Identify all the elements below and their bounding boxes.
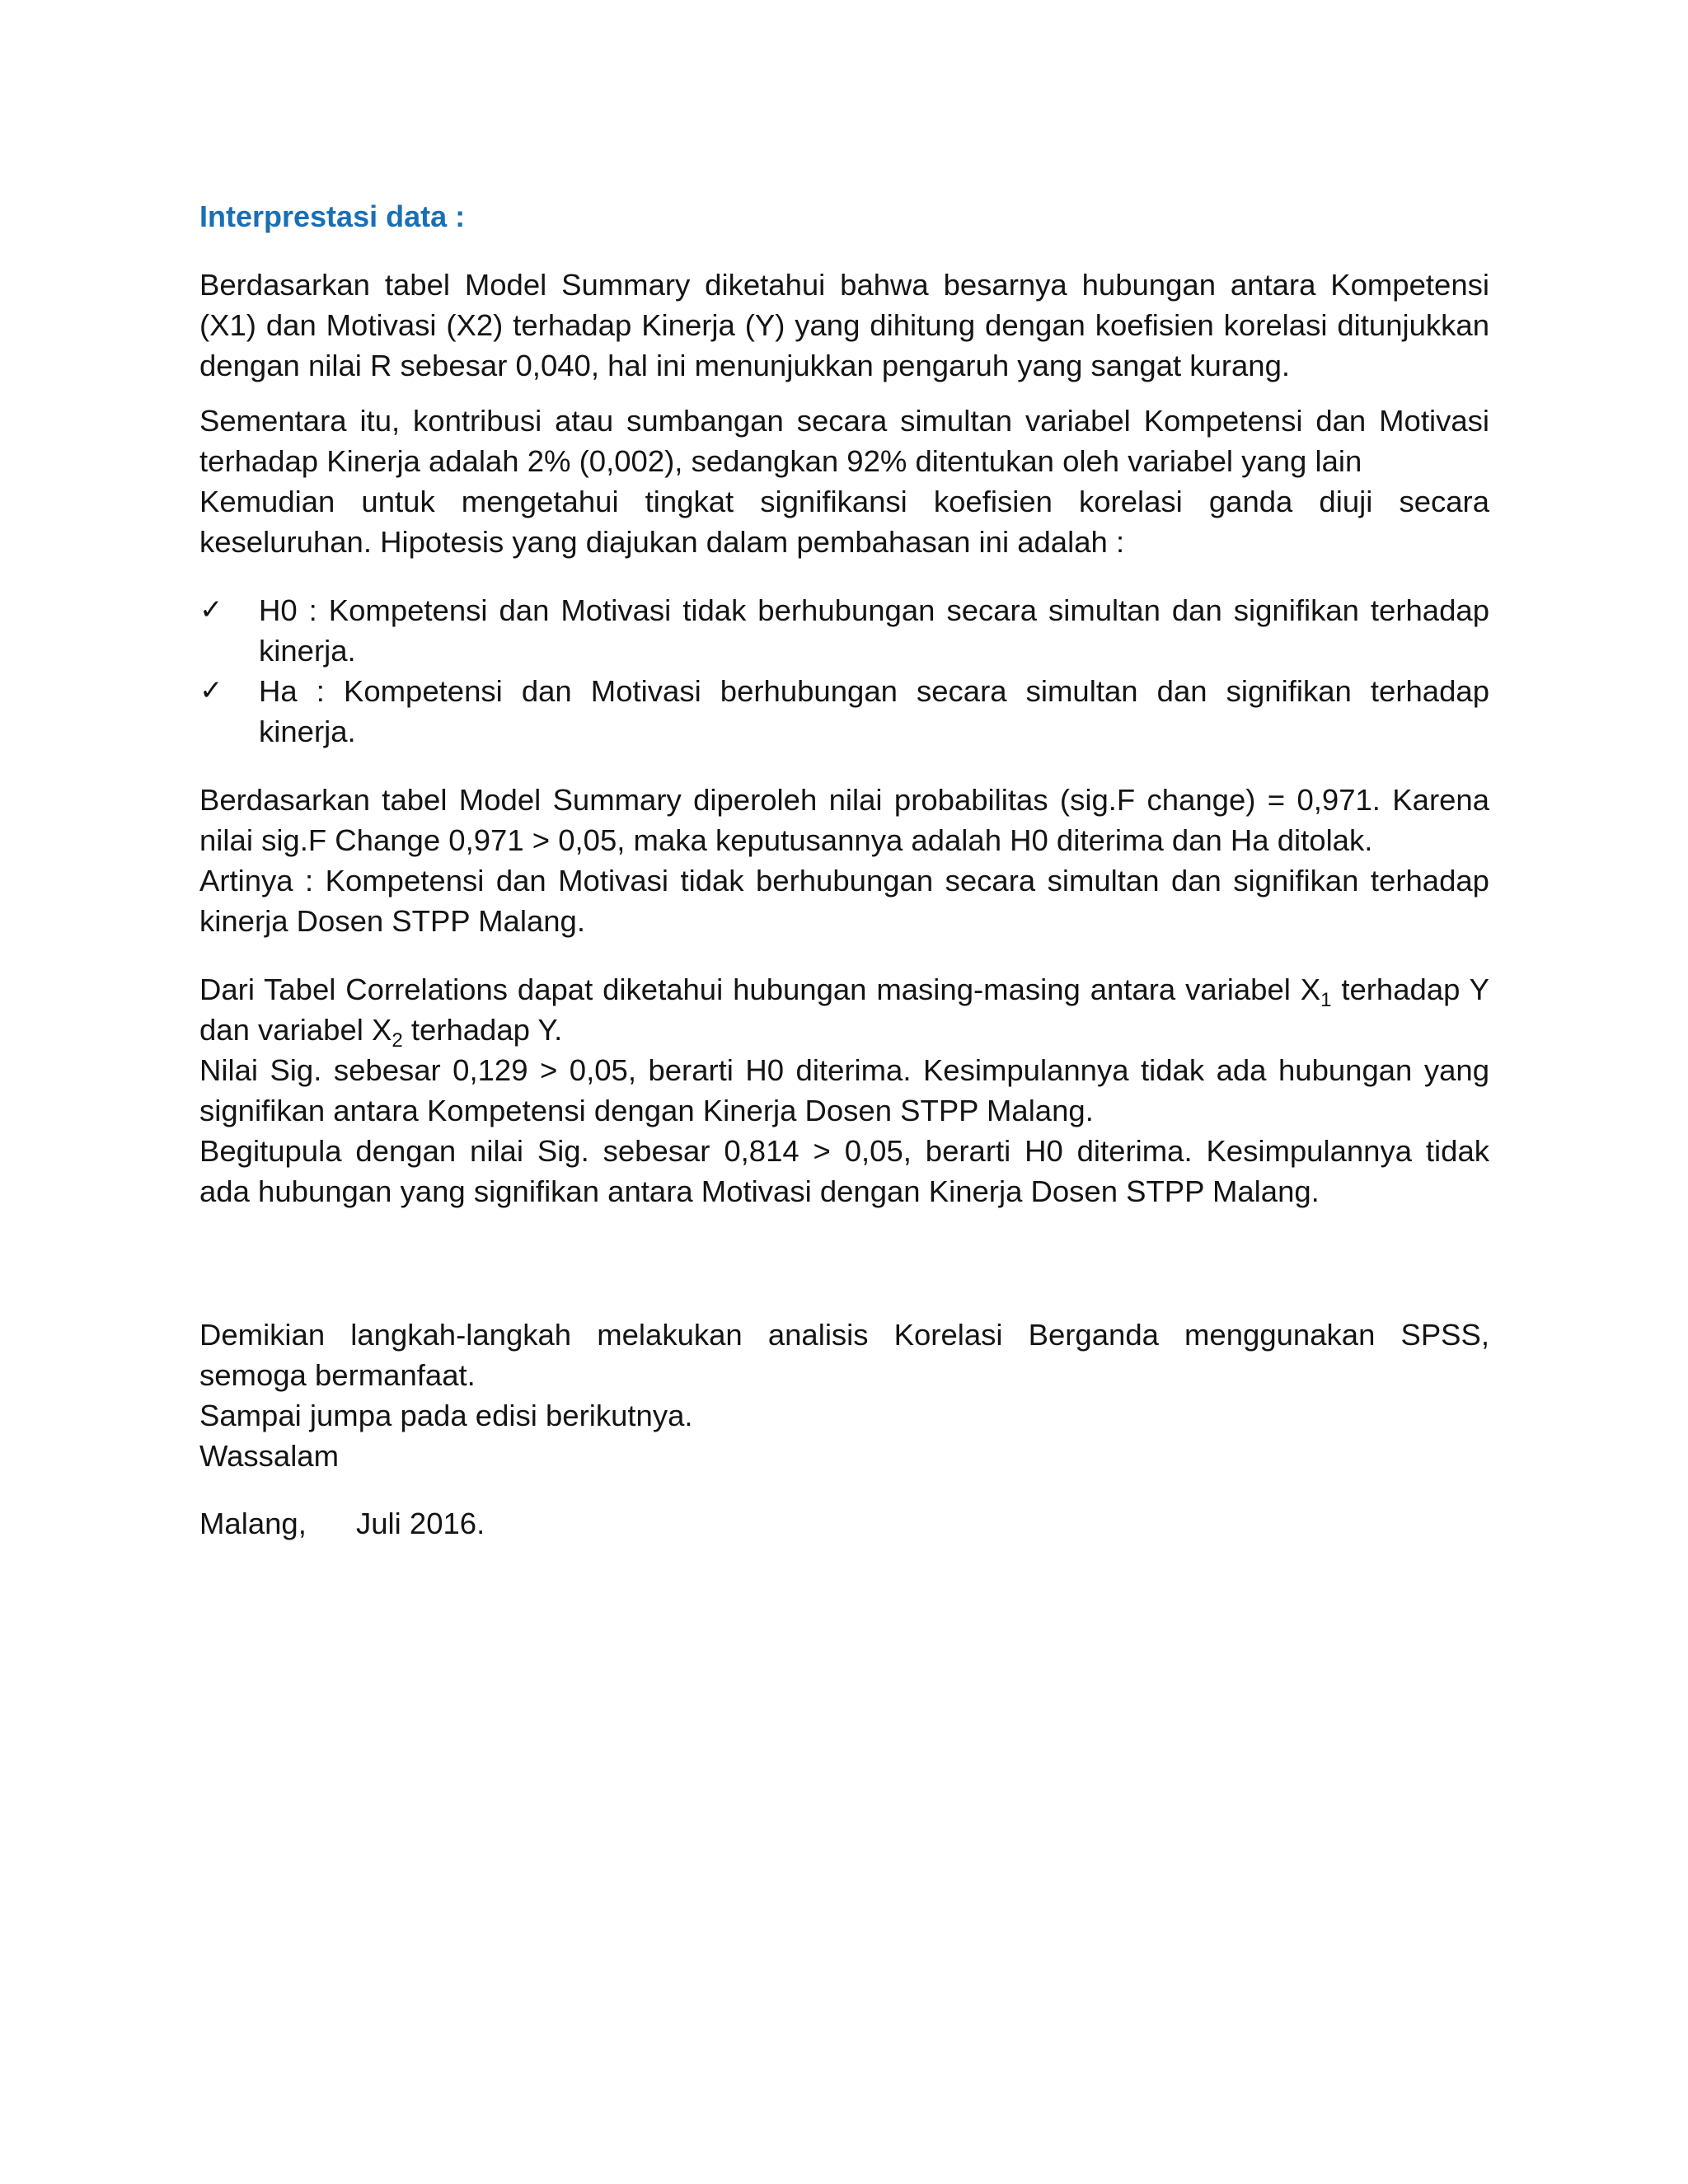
document-page: [199, 196, 1489, 1544]
subscript: 2: [392, 1029, 403, 1052]
hypothesis-item-h0: [199, 590, 1489, 671]
text-line: Berdasarkan tabel Model Summary diperoleh nilai probabilitas (sig.F change) = 0,971. Karena: [199, 783, 1489, 817]
text-fragment: terhadap Y: [1331, 972, 1489, 1006]
text-line: H0 : Kompetensi dan Motivasi tidak berhubungan secara simultan dan signifikan terhadap: [259, 593, 1489, 627]
paragraph-correlations: [199, 969, 1489, 1212]
text-line: [199, 969, 1489, 1010]
text-line: kinerja Dosen STPP Malang.: [199, 904, 585, 938]
text-line: Ha : Kompetensi dan Motivasi berhubungan secara simultan dan signifikan terhadap: [259, 674, 1489, 708]
text-line: kinerja.: [259, 634, 356, 668]
text-fragment: dan variabel X: [199, 1013, 392, 1047]
subscript: 1: [1320, 989, 1332, 1011]
text-line: terhadap Kinerja adalah 2% (0,002), sedangkan 92% ditentukan oleh variabel yang lain: [199, 444, 1362, 478]
text-line: Berdasarkan tabel Model Summary diketahui bahwa besarnya hubungan antara Kompetensi: [199, 268, 1489, 302]
paragraph-closing: [199, 1315, 1489, 1476]
text-line: semoga bermanfaat.: [199, 1358, 476, 1392]
text-line: kinerja.: [259, 715, 356, 748]
text-line: Nilai Sig. sebesar 0,129 > 0,05, berarti H0 diterima. Kesimpulannya tidak ada hubungan yang: [199, 1053, 1489, 1087]
text-line: signifikan antara Kompetensi dengan Kinerja Dosen STPP Malang.: [199, 1094, 1094, 1127]
text-line: Sementara itu, kontribusi atau sumbangan secara simultan variabel Kompetensi dan Motivasi: [199, 404, 1489, 438]
check-icon: ✓: [199, 674, 223, 707]
check-icon: ✓: [199, 593, 223, 626]
text-line: Begitupula dengan nilai Sig. sebesar 0,814 > 0,05, berarti H0 diterima. Kesimpulannya tidak: [199, 1134, 1489, 1168]
text-fragment: Dari Tabel Correlations dapat diketahui hubungan masing-masing antara variabel X: [199, 972, 1321, 1006]
date-city: Malang,: [199, 1507, 307, 1540]
section-heading: Interprestasi data :: [199, 199, 466, 233]
hypothesis-item-ha: [199, 671, 1489, 752]
text-line: [199, 1010, 1489, 1050]
date-line: [199, 1503, 1489, 1544]
paragraph-model-summary-r: [199, 265, 1489, 386]
text-line: keseluruhan. Hipotesis yang diajukan dalam pembahasan ini adalah :: [199, 525, 1125, 559]
text-fragment: terhadap Y.: [402, 1013, 563, 1047]
text-line: Sampai jumpa pada edisi berikutnya.: [199, 1399, 693, 1432]
text-line: Kemudian untuk mengetahui tingkat signifikansi koefisien korelasi ganda diuji secara: [199, 485, 1489, 518]
text-line: Artinya : Kompetensi dan Motivasi tidak berhubungan secara simultan dan signifikan terhadap: [199, 864, 1489, 898]
paragraph-contribution: [199, 401, 1489, 562]
hypothesis-list: [199, 590, 1489, 752]
text-line: ada hubungan yang signifikan antara Motivasi dengan Kinerja Dosen STPP Malang.: [199, 1174, 1320, 1208]
text-line: Wassalam: [199, 1439, 340, 1473]
date-value: Juli 2016.: [356, 1507, 485, 1540]
text-line: Demikian langkah-langkah melakukan analisis Korelasi Berganda menggunakan SPSS,: [199, 1318, 1489, 1352]
text-line: dengan nilai R sebesar 0,040, hal ini menunjukkan pengaruh yang sangat kurang.: [199, 349, 1291, 382]
paragraph-sig-f-change: [199, 780, 1489, 941]
text-line: (X1) dan Motivasi (X2) terhadap Kinerja (Y) yang dihitung dengan koefisien korelasi ditunjukkan: [199, 308, 1489, 342]
text-line: nilai sig.F Change 0,971 > 0,05, maka keputusannya adalah H0 diterima dan Ha ditolak.: [199, 823, 1373, 857]
